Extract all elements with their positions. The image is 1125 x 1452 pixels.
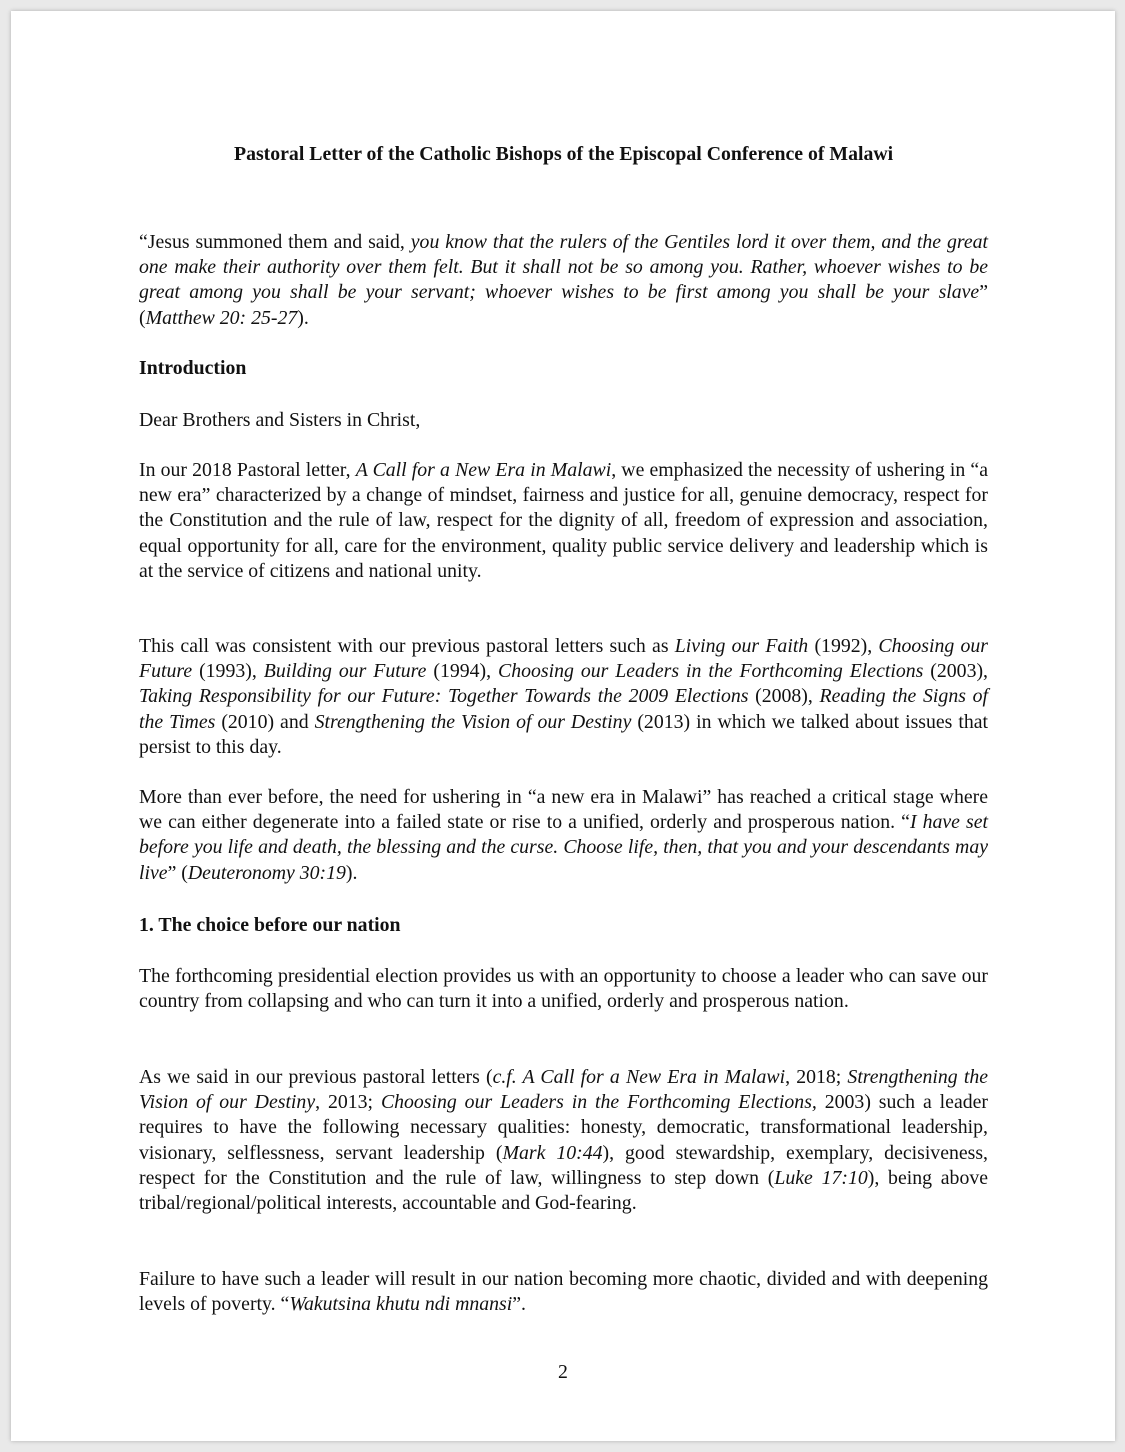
para2-text-6: (2008), [748, 685, 820, 708]
para2-italic-3: Building our Future [263, 660, 427, 683]
document-page [11, 11, 1115, 1441]
para2-text-1: This call was consistent with our previous pastoral letters such as [139, 635, 675, 657]
epigraph-quote: you know that the rulers of the Gentiles lord it over them, and the great one make their authority over them felt. But it shall not be so among you. Rather, whoever wishes to be great among you shall be your servant; whoever wishes to be first among you shall be your slave [139, 231, 988, 304]
para5-italic-1: c.f. A Call for a New Era in Malawi [492, 1066, 786, 1088]
paragraph-presidential-election: The forthcoming presidential election provides us with an opportunity to choose a leader who can save our country from collapsing and who can turn it into a unified, orderly and prosperous nation. [139, 965, 988, 1013]
epigraph-close: ” ( [139, 281, 988, 329]
introduction-heading: Introduction [139, 357, 247, 379]
para5-text-4: 2003) such a leader requires to have the following necessary qualities: honesty, democratic, transformational leadership, visionary, selflessness, servant leadership ( [139, 1091, 988, 1164]
para2-text-8: (2013) in which we talked about issues that persist to this day. [139, 710, 989, 758]
para2-italic-4: Choosing our Leaders in the Forthcoming Elections [498, 660, 924, 683]
para5-italic-3: Choosing our Leaders in the Forthcoming Elections, [380, 1091, 817, 1114]
epigraph-paragraph [139, 230, 988, 331]
paragraph-previous-letters [139, 634, 988, 760]
para5-text-1: As we said in our previous pastoral letters ( [139, 1066, 493, 1088]
para1-text-2: , we emphasized the necessity of ushering in “a new era” characterized by a change of mindset, fairness and justice for all, genuine democracy, respect for the Constitution and the rule of law, respect for the dignity of all, freedom of expression and association, equal opportunity for all, care for the environment, quality public service delivery and leadership which is at the service of citizens and national unity. [139, 459, 988, 582]
para2-italic-7: Strengthening the Vision of our Destiny [314, 710, 632, 733]
document-title: Pastoral Letter of the Catholic Bishops of the Episcopal Conference of Malawi [234, 143, 894, 165]
para5-italic-5: Luke 17:10 [774, 1166, 868, 1189]
para5-text-2: , 2018; [785, 1066, 848, 1088]
para2-text-7: (2010) and [215, 710, 315, 733]
epigraph-reference: Matthew 20: 25-27 [145, 306, 298, 329]
para5-text-6: ), being above tribal/regional/political interests, accountable and God-fearing. [139, 1166, 989, 1215]
para2-italic-1: Living our Faith [674, 635, 809, 657]
epigraph-open: “Jesus summoned them and said, [139, 231, 411, 253]
salutation: Dear Brothers and Sisters in Christ, [139, 409, 421, 431]
para3-quote-italic: I have set before you life and death, the blessing and the curse. Choose life, then, that you and your descendants may live [139, 811, 988, 884]
para2-italic-5: Taking Responsibility for our Future: Together Towards the 2009 Elections [139, 685, 749, 708]
para2-text-4: (1994), [426, 660, 499, 683]
para2-italic-6: Reading the Signs of the Times [139, 685, 988, 733]
para2-text-5: (2003), [923, 660, 988, 683]
section-1-heading: 1. The choice before our nation [139, 914, 401, 936]
para6-text-2: ”. [512, 1293, 526, 1316]
para3-text-1: More than ever before, the need for ushering in “a new era in Malawi” has reached a critical stage where we can either degenerate into a failed state or rise to a unified, orderly and prosperous nation. “ [139, 786, 988, 834]
para1-text-1: In our 2018 Pastoral letter, [139, 459, 356, 481]
para5-italic-2: Strengthening the Vision of our Destiny [139, 1066, 988, 1114]
paragraph-critical-stage [139, 785, 988, 886]
paragraph-new-era [139, 458, 988, 584]
para5-italic-4: Mark 10:44 [502, 1141, 603, 1164]
para3-reference: Deuteronomy 30:19 [187, 861, 346, 884]
page-number: 2 [558, 1361, 568, 1383]
para3-text-3: ). [345, 861, 358, 884]
para3-text-2: ” ( [167, 861, 188, 884]
para2-text-2: (1992), [808, 635, 879, 657]
para6-text-1: Failure to have such a leader will result in our nation becoming more chaotic, divided and with deepening levels of poverty. “ [139, 1268, 988, 1316]
para5-text-3: , 2013; [315, 1091, 381, 1114]
para2-italic-2: Choosing our Future [139, 635, 988, 683]
para2-text-3: (1993), [192, 660, 264, 683]
paragraph-failure [139, 1267, 988, 1317]
para5-text-5: ), good stewardship, exemplary, decisiveness, respect for the Constitution and the rule of law, willingness to step down ( [139, 1141, 988, 1189]
para6-proverb-italic: Wakutsina khutu ndi mnansi [289, 1293, 513, 1316]
para1-title-italic: A Call for a New Era in Malawi [355, 459, 612, 481]
epigraph-end: ). [297, 306, 309, 329]
paragraph-leader-qualities [139, 1065, 988, 1216]
